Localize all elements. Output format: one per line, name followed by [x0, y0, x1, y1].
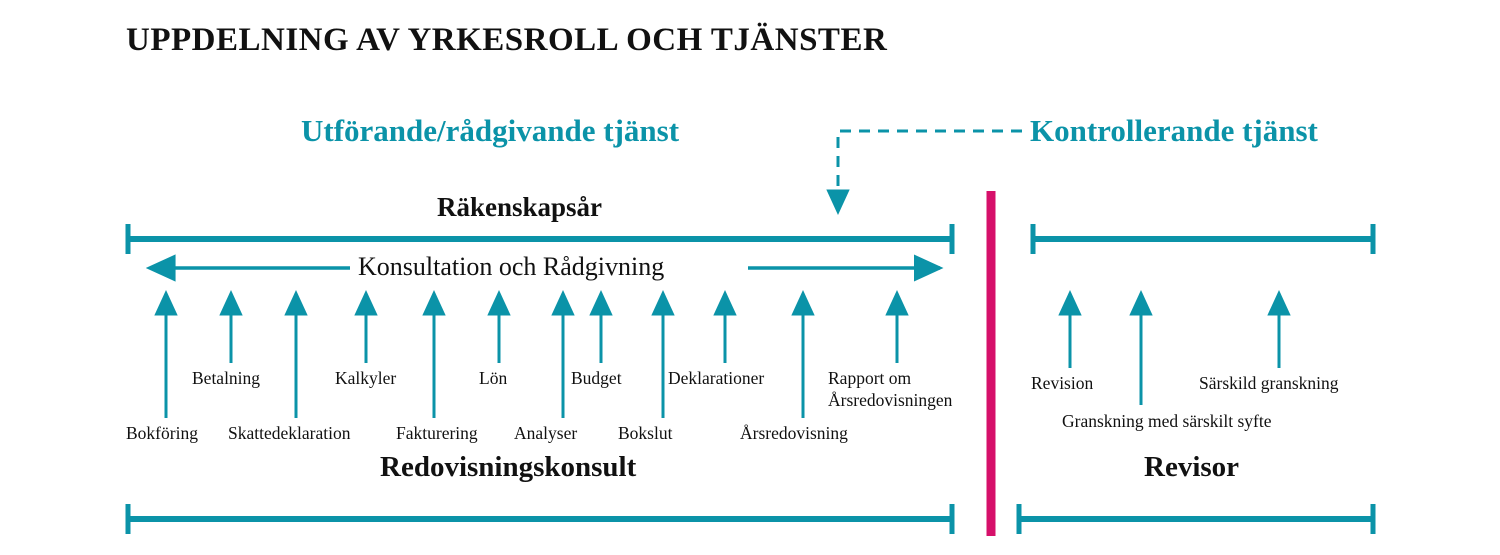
list-item: Bokslut	[618, 423, 673, 443]
list-item: Lön	[479, 368, 508, 388]
page-title: UPPDELNING AV YRKESROLL OCH TJÄNSTER	[126, 22, 888, 58]
list-item: Granskning med särskilt syfte	[1062, 411, 1272, 431]
list-item: Årsredovisning	[740, 423, 848, 443]
list-item: Budget	[571, 368, 622, 388]
list-item: Bokföring	[126, 423, 198, 443]
list-item: Betalning	[192, 368, 261, 388]
right-service-heading: Kontrollerande tjänst	[1030, 113, 1318, 148]
range-bracket-top-left	[128, 224, 952, 254]
role-right-label: Revisor	[1144, 451, 1240, 483]
range-bracket-bottom-left	[128, 504, 952, 534]
consultation-band-label: Konsultation och Rådgivning	[352, 252, 670, 282]
list-item: Skattedeklaration	[228, 423, 351, 443]
left-item-arrows	[166, 293, 897, 418]
list-item: Revision	[1031, 373, 1094, 393]
left-service-heading: Utförande/rådgivande tjänst	[301, 113, 680, 148]
list-item: Kalkyler	[335, 368, 397, 388]
dashed-connector-arrow	[838, 131, 1022, 212]
list-item: Fakturering	[396, 423, 478, 443]
role-left-label: Redovisningskonsult	[380, 451, 637, 483]
list-item: Analyser	[514, 423, 578, 443]
list-item: Deklarationer	[668, 368, 765, 388]
list-item: Särskild granskning	[1199, 373, 1339, 393]
fiscal-year-label: Räkenskapsår	[437, 192, 603, 222]
range-bracket-bottom-right	[1019, 504, 1373, 534]
range-bracket-top-right	[1033, 224, 1373, 254]
list-item: Rapport om Årsredovisningen	[828, 368, 953, 410]
